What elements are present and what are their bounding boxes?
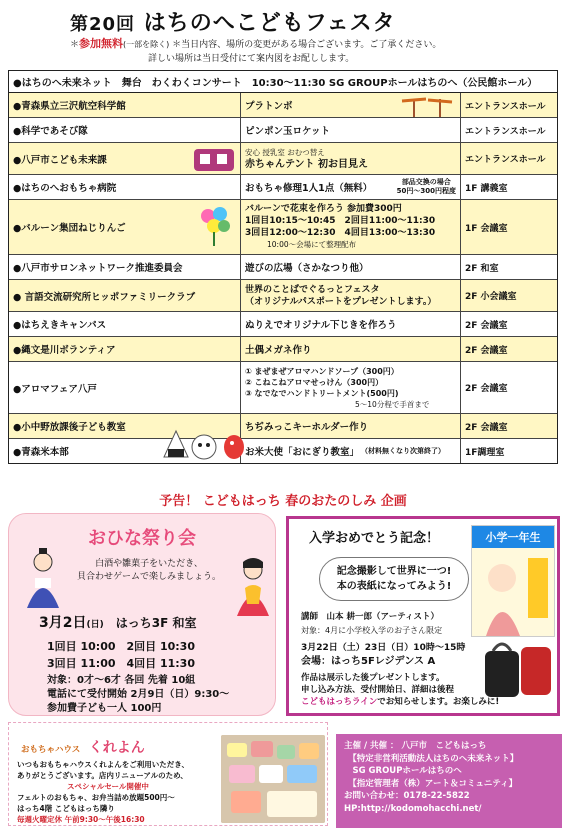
row-place: 2F 会議室 bbox=[465, 320, 508, 331]
notice-1: ＊当日内容、場所の変更がある場合ございます。ご了承ください。 bbox=[172, 40, 442, 50]
row-place: 1F 講義室 bbox=[465, 183, 508, 194]
row-org: ●はちのへおもちゃ病院 bbox=[9, 175, 241, 199]
hina-date bbox=[39, 612, 196, 632]
activity-line: 赤ちゃんテント 初お目見え bbox=[245, 158, 368, 170]
hina-description bbox=[69, 558, 229, 584]
activity-text: プラトンボ bbox=[245, 101, 293, 112]
org-text: ●八戸市こども未来課 bbox=[13, 154, 107, 166]
activity-line: 1回目10:15～10:45 2回目11:00～11:30 bbox=[245, 216, 436, 226]
table-row bbox=[9, 255, 557, 280]
row-activity bbox=[241, 439, 461, 463]
org-line: 主催 / 共催 ： 八戸市 こどもはっち bbox=[344, 741, 487, 751]
body-line: はっち4階 こどもはっち隣り bbox=[17, 804, 115, 813]
desc-line: 貝合わせゲームで楽しみましょう。 bbox=[76, 572, 221, 582]
contact-phone: お問い合わせ：0178-22-5822 bbox=[344, 791, 470, 801]
shop-body bbox=[17, 759, 217, 825]
row-place: 2F 小会議室 bbox=[465, 292, 517, 302]
row-org: ●縄文是川ボランティア bbox=[9, 337, 241, 361]
row-org: ●青森県立三沢航空科学館 bbox=[9, 93, 241, 117]
magazine-title: 小学一年生 bbox=[472, 526, 554, 548]
table-row bbox=[9, 200, 557, 255]
table-row bbox=[9, 93, 557, 118]
row-activity bbox=[241, 143, 461, 174]
desc-line: 白酒や雛菓子をいただき、 bbox=[95, 559, 203, 569]
activity-line: ② こねこねアロマせっけん（300円） bbox=[245, 377, 384, 387]
parts-note bbox=[397, 178, 456, 196]
time-line: 1回目 10:00 2回目 10:30 bbox=[47, 640, 195, 653]
hours-line: 毎週火曜定休 午前9:30～午後16:30 bbox=[17, 815, 145, 824]
free-sub: (一部を除く) bbox=[123, 40, 170, 49]
body-line: いつもおもちゃハウスくれよんをご利用いただき、 bbox=[17, 760, 189, 769]
note-line: 部品交換の場合 bbox=[401, 178, 451, 186]
row-place: 2F 和室 bbox=[465, 263, 499, 274]
note-line: 50円～300円程度 bbox=[396, 187, 456, 195]
stage-row: ●はちのへ未来ネット 舞台 わくわくコンサート 10:30～11:30 SG GROUPホールはちのへ（公民館ホール） bbox=[9, 71, 557, 93]
table-row bbox=[9, 143, 557, 175]
org-text: ●青森米本部 bbox=[13, 447, 69, 458]
activity-text: お米大使「おにぎり教室」 bbox=[245, 447, 360, 458]
org-line: SG GROUPホールはちのへ bbox=[344, 766, 462, 776]
preview-heading: 予告！ こどもはっち 春のおたのしみ 企画 bbox=[159, 494, 407, 509]
asterisk: ＊ bbox=[70, 40, 80, 50]
row-activity bbox=[241, 93, 461, 117]
free-badge: 参加無料 bbox=[79, 37, 124, 50]
time-line: 3回目 11:00 4回目 11:30 bbox=[47, 657, 195, 670]
shop-name bbox=[21, 737, 145, 757]
row-activity bbox=[241, 280, 461, 311]
activity-line: バルーンで花束を作ろう 参加費300円 bbox=[245, 204, 402, 214]
activity-line: 世界のことばでぐるっとフェスタ bbox=[245, 284, 380, 295]
row-place: 1F 会議室 bbox=[465, 223, 508, 234]
balloon-flower-icon bbox=[194, 202, 236, 248]
row-place: エントランスホール bbox=[465, 101, 546, 112]
activity-line: 10:00～会場にて整理配布 bbox=[267, 240, 357, 249]
activity-note: （材料無くなり次第終了） bbox=[361, 447, 446, 455]
row-org: ●はちえきキャンパス bbox=[9, 312, 241, 336]
header-notes bbox=[70, 37, 550, 66]
event-title: はちのへこどもフェスタ bbox=[143, 11, 396, 36]
program-table bbox=[8, 70, 558, 464]
desc-line: でお知らせします。お楽しみに! bbox=[377, 697, 500, 707]
notice-2: 詳しい場所は当日受付にて案内図をお配しします。 bbox=[148, 54, 355, 64]
activity-line: ① まぜまぜアロマハンドソープ（300円） bbox=[245, 366, 399, 376]
hina-times bbox=[47, 638, 195, 672]
felt-food-photo bbox=[221, 735, 325, 823]
org-text: ●バルーン集団ねじりんご bbox=[13, 223, 126, 234]
bubble-line: 本の表紙になってみよう! bbox=[336, 581, 452, 592]
row-activity bbox=[241, 362, 461, 413]
row-org bbox=[9, 143, 241, 174]
row-org bbox=[9, 200, 241, 254]
body-line: ありがとうございます。店内リニューアルのため、 bbox=[17, 771, 188, 780]
speech-bubble bbox=[319, 557, 469, 601]
row-place: 1F調理室 bbox=[465, 447, 505, 458]
table-row bbox=[9, 175, 557, 200]
bamboo-copter-icon bbox=[396, 95, 456, 119]
hina-title: おひな祭り会 bbox=[88, 528, 196, 549]
table-row bbox=[9, 414, 557, 439]
row-org: ●アロマフェア八戸 bbox=[9, 362, 241, 413]
magazine-cover-image bbox=[471, 525, 555, 637]
row-place: 2F 会議室 bbox=[465, 422, 508, 433]
table-row bbox=[9, 118, 557, 143]
schedule-venue: 会場：はっち5Fレジデンス A bbox=[301, 656, 436, 667]
table-row bbox=[9, 337, 557, 362]
row-org: ●科学であそび隊 bbox=[9, 118, 241, 142]
table-row bbox=[9, 280, 557, 312]
lecturer bbox=[301, 611, 442, 637]
edition-number: 第20回 bbox=[70, 14, 136, 35]
shop-title: くれよん bbox=[88, 740, 145, 756]
activity-text: おもちゃ修理1人1点（無料） bbox=[245, 183, 373, 194]
hina-info bbox=[47, 674, 229, 716]
row-activity: 土偶メガネ作り bbox=[241, 337, 461, 361]
ohinasama-doll-icon bbox=[231, 554, 275, 618]
row-place: エントランスホール bbox=[465, 126, 546, 137]
date-day: (日) bbox=[86, 620, 104, 630]
child-photo-icon bbox=[472, 548, 554, 636]
entry-title: 入学おめでとう記念！ bbox=[309, 531, 440, 546]
onigiri-mascot-icon bbox=[160, 427, 250, 463]
website-url: HP:http://kodomohacchi.net/ bbox=[344, 803, 482, 814]
row-org: ●八戸市サロンネットワーク推進委員会 bbox=[9, 255, 241, 279]
activity-line: 5～10分程で手首まで bbox=[355, 399, 430, 409]
row-org: ● 言語交流研究所ヒッポファミリークラブ bbox=[9, 280, 241, 311]
tent-icon bbox=[192, 145, 236, 173]
sale-line: スペシャルセール開催中 bbox=[67, 782, 149, 791]
entry-description bbox=[301, 672, 499, 708]
shop-prefix: おもちゃハウス bbox=[21, 745, 81, 755]
table-row bbox=[9, 439, 557, 463]
row-place: 2F 会議室 bbox=[465, 345, 508, 356]
bubble-line: 記念撮影して世界に一つ! bbox=[336, 566, 452, 577]
school-backpack-icon bbox=[481, 637, 555, 703]
desc-line: 作品は展示した後プレゼントします。 bbox=[301, 673, 445, 683]
info-line: 参加費子ども一人 100円 bbox=[47, 703, 162, 714]
org-line: 【特定非営利活動法人はちのへ未来ネット】 bbox=[344, 753, 519, 764]
toy-house-ad bbox=[8, 722, 328, 826]
organizer-box bbox=[336, 734, 562, 828]
hina-festival-panel bbox=[8, 513, 276, 716]
date-place: はっち3F 和室 bbox=[115, 616, 197, 630]
row-place: エントランスホール bbox=[465, 155, 546, 165]
entry-schedule bbox=[301, 641, 465, 669]
lecturer-line: 講師 山本 耕一郎（アーティスト） bbox=[301, 612, 440, 622]
table-row bbox=[9, 362, 557, 414]
body-line: フェルトのおもちゃ、お弁当詰め放題500円～ bbox=[17, 793, 175, 802]
row-activity: ちぢみっこキーホルダー作り bbox=[241, 414, 461, 438]
row-activity: ピンポン玉ロケット bbox=[241, 118, 461, 142]
info-line: 電話にて受付開始 2月9日（日）9:30～ bbox=[47, 689, 230, 700]
org-line: 【指定管理者（株）アート＆コミュニティ】 bbox=[344, 778, 518, 789]
row-place: 2F 会議室 bbox=[465, 384, 508, 394]
school-entry-panel bbox=[286, 516, 560, 716]
activity-line: 3回目12:00～12:30 4回目13:00～13:30 bbox=[245, 228, 436, 238]
odairisama-doll-icon bbox=[21, 548, 65, 612]
row-activity: 遊びの広場（さかなつり他） bbox=[241, 255, 461, 279]
table-row bbox=[9, 312, 557, 337]
info-line: 対象：0才～6才 各回 先着 10組 bbox=[47, 675, 196, 686]
activity-line: 安心 授乳室 おむつ替え bbox=[245, 147, 325, 157]
date-text: 3月2日 bbox=[39, 615, 87, 631]
page-title bbox=[70, 6, 396, 37]
row-org: ●小中野放課後子ども教室 bbox=[9, 414, 241, 438]
row-activity bbox=[241, 175, 461, 199]
row-activity: ぬりえでオリジナル下じきを作ろう bbox=[241, 312, 461, 336]
activity-line: ③ なでなでハンドトリートメント(500円) bbox=[245, 388, 399, 398]
activity-line: （オリジナルパスポートをプレゼントします。） bbox=[245, 296, 437, 307]
desc-line: 申し込み方法、受付開始日、詳細は後程 bbox=[301, 685, 455, 695]
row-activity bbox=[241, 200, 461, 254]
schedule-date: 3月22日（土）23日（日）10時～15時 bbox=[301, 643, 466, 653]
header bbox=[0, 0, 566, 70]
target-line: 対象：4月に小学校入学のお子さん限定 bbox=[301, 626, 443, 635]
line-link: こどもはっちライン bbox=[301, 697, 378, 707]
row-org bbox=[9, 439, 241, 463]
